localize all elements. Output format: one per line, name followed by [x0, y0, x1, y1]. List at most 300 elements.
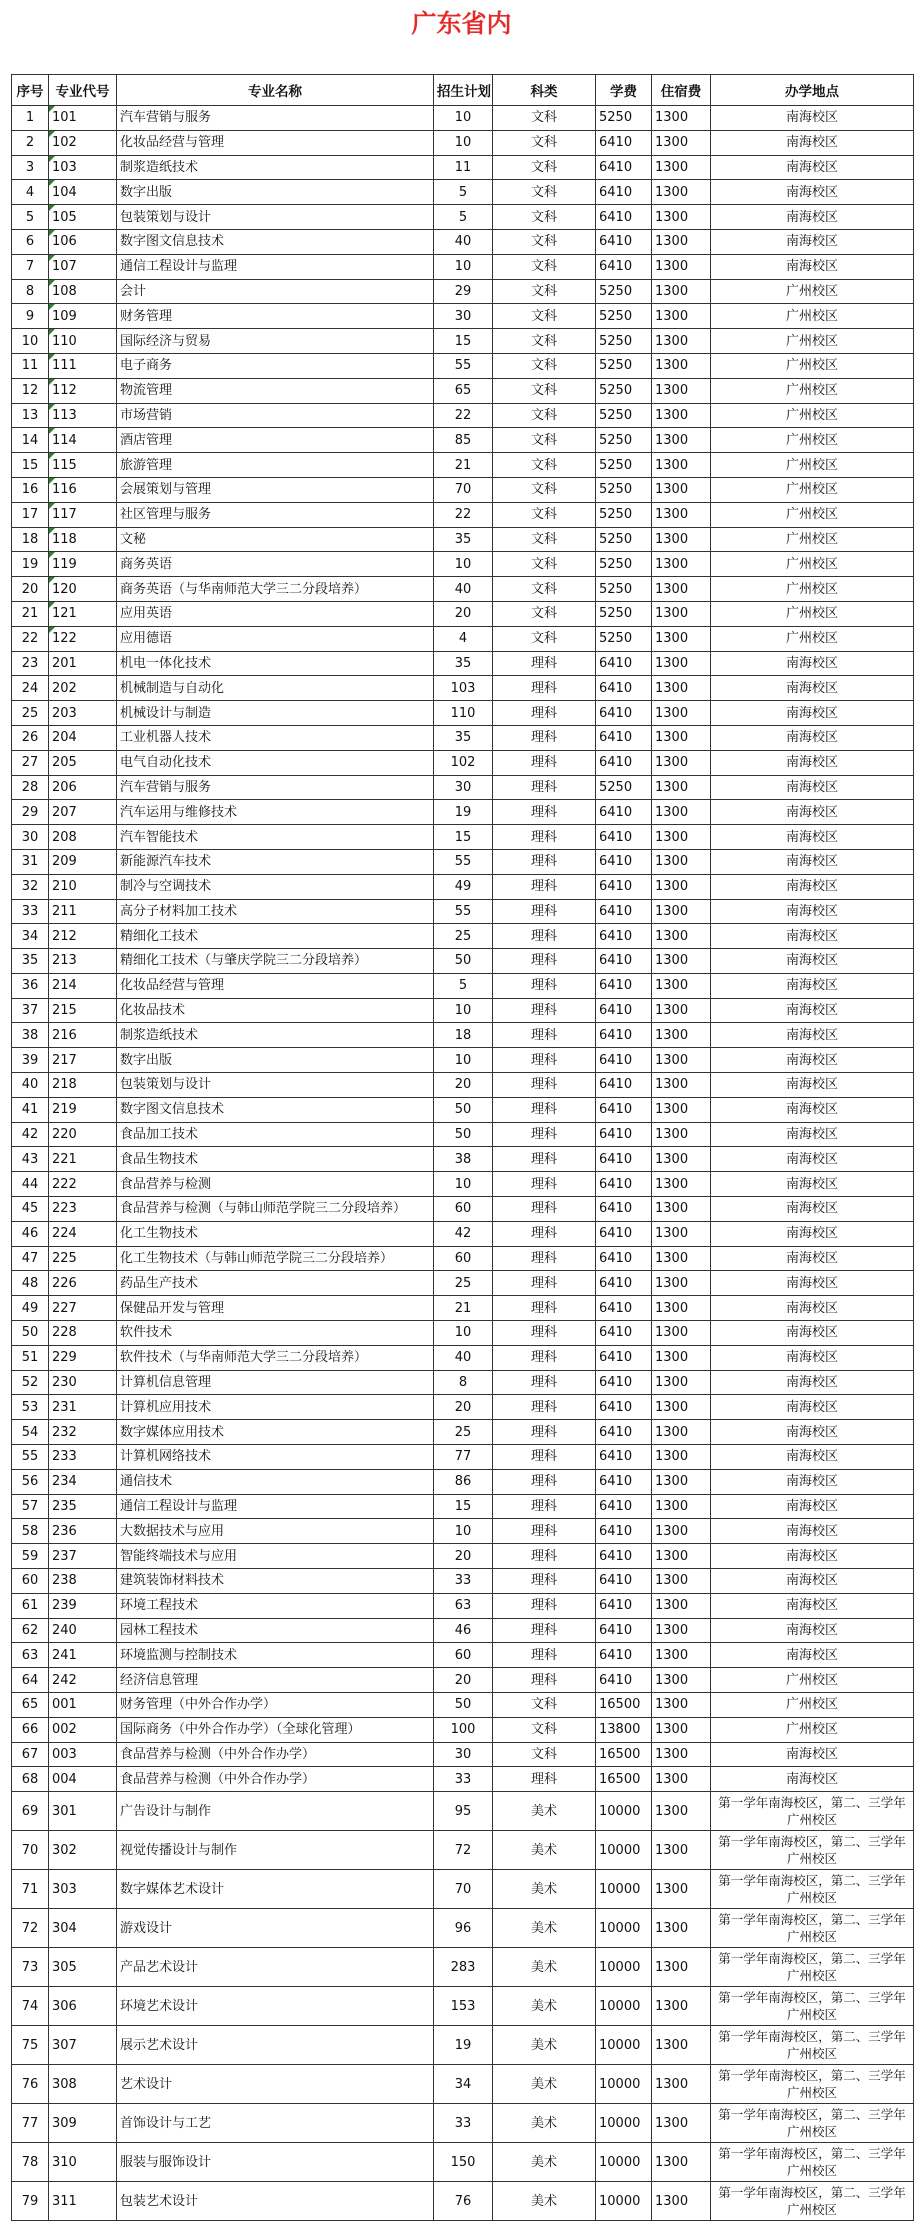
cell-accommodation-fee: 1300	[652, 2182, 711, 2221]
cell-major-code: 206	[49, 775, 117, 800]
table-row	[12, 2104, 914, 2143]
cell-subject-category: 文科	[493, 453, 596, 478]
cell-subject-category: 文科	[493, 601, 596, 626]
cell-major-name: 计算机网络技术	[117, 1445, 434, 1470]
cell-major-name: 环境工程技术	[117, 1593, 434, 1618]
cell-tuition-fee: 10000	[596, 1792, 652, 1831]
cell-text: 108	[52, 283, 77, 299]
cell-major-code	[49, 304, 117, 329]
cell-row-index: 53	[12, 1395, 49, 1420]
header-code: 专业代号	[49, 75, 117, 106]
cell-tuition-fee: 6410	[596, 1345, 652, 1370]
cell-accommodation-fee: 1300	[652, 329, 711, 354]
cell-tuition-fee: 6410	[596, 1122, 652, 1147]
cell-enroll-plan: 283	[434, 1948, 493, 1987]
cell-row-index: 65	[12, 1693, 49, 1718]
cell-accommodation-fee: 1300	[652, 1296, 711, 1321]
cell-subject-category: 文科	[493, 254, 596, 279]
cell-text: 118	[52, 531, 77, 547]
table-row	[12, 2065, 914, 2104]
cell-major-name: 商务英语（与华南师范大学三二分段培养）	[117, 577, 434, 602]
cell-major-name: 市场营销	[117, 403, 434, 428]
cell-tuition-fee: 5250	[596, 353, 652, 378]
cell-enroll-plan: 10	[434, 1048, 493, 1073]
cell-accommodation-fee: 1300	[652, 2026, 711, 2065]
cell-row-index: 3	[12, 155, 49, 180]
table-row	[12, 1987, 914, 2026]
cell-tuition-fee: 6410	[596, 973, 652, 998]
cell-major-code: 301	[49, 1792, 117, 1831]
cell-row-index: 15	[12, 453, 49, 478]
header-tuition: 学费	[596, 75, 652, 106]
comment-indicator-icon	[49, 528, 55, 534]
cell-subject-category: 文科	[493, 577, 596, 602]
cell-enroll-plan: 10	[434, 998, 493, 1023]
cell-major-code: 220	[49, 1122, 117, 1147]
cell-major-name: 化工生物技术	[117, 1221, 434, 1246]
cell-campus-location: 南海校区	[711, 130, 914, 155]
table-row	[12, 1147, 914, 1172]
cell-row-index: 13	[12, 403, 49, 428]
cell-campus-location: 南海校区	[711, 949, 914, 974]
cell-subject-category: 理科	[493, 1073, 596, 1098]
cell-campus-location: 南海校区	[711, 924, 914, 949]
cell-major-name: 精细化工技术	[117, 924, 434, 949]
cell-enroll-plan: 10	[434, 1519, 493, 1544]
cell-major-code: 307	[49, 2026, 117, 2065]
cell-subject-category: 文科	[493, 378, 596, 403]
cell-campus-location: 第一学年南海校区，第二、三学年广州校区	[711, 1987, 914, 2026]
cell-enroll-plan: 8	[434, 1370, 493, 1395]
cell-subject-category: 理科	[493, 1767, 596, 1792]
cell-text: 105	[52, 209, 77, 225]
cell-tuition-fee: 6410	[596, 1370, 652, 1395]
cell-major-code: 002	[49, 1717, 117, 1742]
cell-enroll-plan: 46	[434, 1618, 493, 1643]
cell-enroll-plan: 20	[434, 601, 493, 626]
cell-major-name: 大数据技术与应用	[117, 1519, 434, 1544]
cell-subject-category: 理科	[493, 1643, 596, 1668]
cell-text: 116	[52, 482, 77, 498]
cell-campus-location: 第一学年南海校区，第二、三学年广州校区	[711, 2026, 914, 2065]
cell-campus-location: 南海校区	[711, 775, 914, 800]
cell-major-code: 238	[49, 1569, 117, 1594]
cell-enroll-plan: 5	[434, 205, 493, 230]
cell-enroll-plan: 25	[434, 1271, 493, 1296]
table-row	[12, 1544, 914, 1569]
cell-major-name: 食品加工技术	[117, 1122, 434, 1147]
cell-enroll-plan: 40	[434, 577, 493, 602]
cell-tuition-fee: 5250	[596, 329, 652, 354]
comment-indicator-icon	[49, 428, 55, 434]
cell-campus-location: 南海校区	[711, 1395, 914, 1420]
cell-major-code: 308	[49, 2065, 117, 2104]
cell-accommodation-fee: 1300	[652, 1345, 711, 1370]
table-row	[12, 428, 914, 453]
cell-row-index: 16	[12, 477, 49, 502]
cell-campus-location: 南海校区	[711, 1296, 914, 1321]
cell-row-index: 8	[12, 279, 49, 304]
cell-tuition-fee: 6410	[596, 155, 652, 180]
cell-enroll-plan: 20	[434, 1668, 493, 1693]
cell-campus-location: 南海校区	[711, 1445, 914, 1470]
cell-major-code	[49, 453, 117, 478]
cell-row-index: 25	[12, 701, 49, 726]
cell-campus-location: 南海校区	[711, 1246, 914, 1271]
table-row	[12, 106, 914, 131]
cell-text: 107	[52, 259, 77, 275]
table-row	[12, 1469, 914, 1494]
cell-campus-location: 南海校区	[711, 1618, 914, 1643]
cell-tuition-fee: 6410	[596, 849, 652, 874]
cell-major-code	[49, 106, 117, 131]
cell-row-index: 26	[12, 725, 49, 750]
cell-row-index: 22	[12, 626, 49, 651]
cell-major-code: 236	[49, 1519, 117, 1544]
cell-subject-category: 理科	[493, 775, 596, 800]
table-row	[12, 1395, 914, 1420]
cell-tuition-fee: 6410	[596, 1469, 652, 1494]
cell-enroll-plan: 96	[434, 1909, 493, 1948]
cell-row-index: 71	[12, 1870, 49, 1909]
comment-indicator-icon	[49, 280, 55, 286]
cell-tuition-fee: 6410	[596, 130, 652, 155]
cell-row-index: 51	[12, 1345, 49, 1370]
cell-accommodation-fee: 1300	[652, 1221, 711, 1246]
cell-enroll-plan: 55	[434, 899, 493, 924]
cell-subject-category: 理科	[493, 1420, 596, 1445]
cell-major-code: 302	[49, 1831, 117, 1870]
cell-row-index: 20	[12, 577, 49, 602]
cell-row-index: 74	[12, 1987, 49, 2026]
cell-subject-category: 理科	[493, 750, 596, 775]
cell-accommodation-fee: 1300	[652, 1742, 711, 1767]
cell-row-index: 62	[12, 1618, 49, 1643]
cell-major-code: 241	[49, 1643, 117, 1668]
table-row	[12, 998, 914, 1023]
table-row	[12, 2026, 914, 2065]
cell-major-name: 会展策划与管理	[117, 477, 434, 502]
cell-subject-category: 文科	[493, 1742, 596, 1767]
page-title: 广东省内	[411, 9, 512, 38]
cell-major-name: 汽车智能技术	[117, 825, 434, 850]
cell-major-code	[49, 378, 117, 403]
cell-subject-category: 理科	[493, 825, 596, 850]
cell-text: 104	[52, 184, 77, 200]
cell-campus-location: 广州校区	[711, 601, 914, 626]
cell-row-index: 2	[12, 130, 49, 155]
cell-row-index: 54	[12, 1420, 49, 1445]
cell-accommodation-fee: 1300	[652, 973, 711, 998]
cell-tuition-fee: 5250	[596, 106, 652, 131]
cell-subject-category: 文科	[493, 527, 596, 552]
cell-row-index: 27	[12, 750, 49, 775]
cell-text: 101	[52, 110, 77, 126]
table-row	[12, 2182, 914, 2221]
cell-enroll-plan: 35	[434, 527, 493, 552]
cell-major-code: 216	[49, 1023, 117, 1048]
cell-major-code: 229	[49, 1345, 117, 1370]
cell-major-code: 218	[49, 1073, 117, 1098]
cell-subject-category: 文科	[493, 180, 596, 205]
cell-row-index: 46	[12, 1221, 49, 1246]
cell-major-code: 306	[49, 1987, 117, 2026]
cell-row-index: 18	[12, 527, 49, 552]
cell-subject-category: 理科	[493, 1296, 596, 1321]
cell-accommodation-fee: 1300	[652, 180, 711, 205]
cell-major-code: 310	[49, 2143, 117, 2182]
cell-subject-category: 理科	[493, 725, 596, 750]
cell-accommodation-fee: 1300	[652, 1073, 711, 1098]
cell-major-name: 通信工程设计与监理	[117, 1494, 434, 1519]
cell-major-name: 机械设计与制造	[117, 701, 434, 726]
cell-major-code	[49, 205, 117, 230]
cell-accommodation-fee: 1300	[652, 849, 711, 874]
cell-tuition-fee: 6410	[596, 725, 652, 750]
table-row	[12, 874, 914, 899]
cell-subject-category: 理科	[493, 1197, 596, 1222]
cell-accommodation-fee: 1300	[652, 279, 711, 304]
cell-enroll-plan: 15	[434, 329, 493, 354]
cell-major-name: 游戏设计	[117, 1909, 434, 1948]
cell-subject-category: 文科	[493, 130, 596, 155]
cell-campus-location: 广州校区	[711, 304, 914, 329]
cell-tuition-fee: 6410	[596, 1643, 652, 1668]
cell-row-index: 34	[12, 924, 49, 949]
comment-indicator-icon	[49, 478, 55, 484]
table-row	[12, 2143, 914, 2182]
cell-major-code	[49, 428, 117, 453]
cell-tuition-fee: 16500	[596, 1767, 652, 1792]
table-row	[12, 750, 914, 775]
cell-major-name: 智能终端技术与应用	[117, 1544, 434, 1569]
cell-major-code: 311	[49, 2182, 117, 2221]
cell-major-name: 制冷与空调技术	[117, 874, 434, 899]
cell-enroll-plan: 35	[434, 651, 493, 676]
cell-row-index: 64	[12, 1668, 49, 1693]
cell-enroll-plan: 10	[434, 130, 493, 155]
comment-indicator-icon	[49, 180, 55, 186]
cell-campus-location: 广州校区	[711, 1717, 914, 1742]
cell-accommodation-fee: 1300	[652, 552, 711, 577]
cell-tuition-fee: 5250	[596, 626, 652, 651]
cell-tuition-fee: 6410	[596, 825, 652, 850]
cell-subject-category: 理科	[493, 1321, 596, 1346]
cell-row-index: 14	[12, 428, 49, 453]
cell-major-code: 232	[49, 1420, 117, 1445]
cell-subject-category: 理科	[493, 849, 596, 874]
cell-campus-location: 南海校区	[711, 1420, 914, 1445]
cell-campus-location: 南海校区	[711, 874, 914, 899]
cell-campus-location: 南海校区	[711, 701, 914, 726]
cell-campus-location: 第一学年南海校区，第二、三学年广州校区	[711, 1948, 914, 1987]
cell-enroll-plan: 35	[434, 725, 493, 750]
table-row	[12, 1668, 914, 1693]
cell-enroll-plan: 50	[434, 1693, 493, 1718]
table-row	[12, 1221, 914, 1246]
cell-major-name: 建筑装饰材料技术	[117, 1569, 434, 1594]
cell-campus-location: 南海校区	[711, 1345, 914, 1370]
cell-major-code: 214	[49, 973, 117, 998]
cell-tuition-fee: 6410	[596, 1147, 652, 1172]
cell-tuition-fee: 5250	[596, 304, 652, 329]
cell-major-code	[49, 155, 117, 180]
cell-subject-category: 美术	[493, 2143, 596, 2182]
cell-row-index: 50	[12, 1321, 49, 1346]
cell-accommodation-fee: 1300	[652, 353, 711, 378]
cell-enroll-plan: 33	[434, 1569, 493, 1594]
cell-major-name: 食品生物技术	[117, 1147, 434, 1172]
cell-campus-location: 南海校区	[711, 725, 914, 750]
comment-indicator-icon	[49, 354, 55, 360]
cell-enroll-plan: 60	[434, 1246, 493, 1271]
cell-accommodation-fee: 1300	[652, 676, 711, 701]
cell-tuition-fee: 5250	[596, 378, 652, 403]
cell-major-name: 机械制造与自动化	[117, 676, 434, 701]
cell-major-code: 207	[49, 800, 117, 825]
cell-accommodation-fee: 1300	[652, 1643, 711, 1668]
cell-accommodation-fee: 1300	[652, 1097, 711, 1122]
cell-major-code	[49, 601, 117, 626]
cell-campus-location: 南海校区	[711, 1569, 914, 1594]
comment-indicator-icon	[49, 131, 55, 137]
cell-tuition-fee: 5250	[596, 527, 652, 552]
cell-major-name: 财务管理（中外合作办学）	[117, 1693, 434, 1718]
cell-enroll-plan: 60	[434, 1643, 493, 1668]
cell-campus-location: 南海校区	[711, 1643, 914, 1668]
cell-accommodation-fee: 1300	[652, 626, 711, 651]
cell-row-index: 70	[12, 1831, 49, 1870]
cell-text: 115	[52, 457, 77, 473]
cell-enroll-plan: 50	[434, 1122, 493, 1147]
cell-accommodation-fee: 1300	[652, 2065, 711, 2104]
cell-major-name: 文秘	[117, 527, 434, 552]
cell-tuition-fee: 10000	[596, 1909, 652, 1948]
cell-row-index: 39	[12, 1048, 49, 1073]
table-row	[12, 1073, 914, 1098]
cell-row-index: 59	[12, 1544, 49, 1569]
cell-tuition-fee: 5250	[596, 577, 652, 602]
cell-accommodation-fee: 1300	[652, 155, 711, 180]
cell-tuition-fee: 6410	[596, 1221, 652, 1246]
cell-text: 102	[52, 135, 77, 151]
cell-accommodation-fee: 1300	[652, 502, 711, 527]
cell-enroll-plan: 40	[434, 1345, 493, 1370]
table-row	[12, 1420, 914, 1445]
cell-accommodation-fee: 1300	[652, 1569, 711, 1594]
cell-tuition-fee: 16500	[596, 1742, 652, 1767]
cell-row-index: 61	[12, 1593, 49, 1618]
cell-major-name: 包装策划与设计	[117, 205, 434, 230]
table-row	[12, 1909, 914, 1948]
cell-campus-location: 南海校区	[711, 800, 914, 825]
cell-tuition-fee: 6410	[596, 800, 652, 825]
cell-major-code: 303	[49, 1870, 117, 1909]
cell-text: 117	[52, 507, 77, 523]
table-row	[12, 1593, 914, 1618]
cell-tuition-fee: 6410	[596, 651, 652, 676]
table-row	[12, 477, 914, 502]
cell-subject-category: 理科	[493, 973, 596, 998]
cell-major-name: 财务管理	[117, 304, 434, 329]
cell-major-name: 环境监测与控制技术	[117, 1643, 434, 1668]
cell-enroll-plan: 50	[434, 949, 493, 974]
cell-tuition-fee: 6410	[596, 1172, 652, 1197]
cell-subject-category: 理科	[493, 899, 596, 924]
cell-campus-location: 南海校区	[711, 1271, 914, 1296]
cell-major-code: 211	[49, 899, 117, 924]
cell-row-index: 79	[12, 2182, 49, 2221]
cell-accommodation-fee: 1300	[652, 1593, 711, 1618]
cell-campus-location: 南海校区	[711, 1073, 914, 1098]
cell-campus-location: 南海校区	[711, 1519, 914, 1544]
cell-subject-category: 理科	[493, 1370, 596, 1395]
table-row	[12, 1296, 914, 1321]
comment-indicator-icon	[49, 404, 55, 410]
cell-row-index: 40	[12, 1073, 49, 1098]
cell-enroll-plan: 11	[434, 155, 493, 180]
cell-accommodation-fee: 1300	[652, 949, 711, 974]
cell-enroll-plan: 77	[434, 1445, 493, 1470]
cell-major-code: 223	[49, 1197, 117, 1222]
cell-tuition-fee: 6410	[596, 1494, 652, 1519]
cell-tuition-fee: 6410	[596, 1197, 652, 1222]
cell-subject-category: 理科	[493, 1668, 596, 1693]
cell-row-index: 37	[12, 998, 49, 1023]
cell-major-code	[49, 477, 117, 502]
cell-major-name: 汽车运用与维修技术	[117, 800, 434, 825]
cell-major-code: 215	[49, 998, 117, 1023]
cell-accommodation-fee: 1300	[652, 1909, 711, 1948]
table-row	[12, 725, 914, 750]
table-row	[12, 849, 914, 874]
cell-subject-category: 理科	[493, 1494, 596, 1519]
cell-major-name: 保健品开发与管理	[117, 1296, 434, 1321]
comment-indicator-icon	[49, 329, 55, 335]
cell-accommodation-fee: 1300	[652, 998, 711, 1023]
cell-major-name: 工业机器人技术	[117, 725, 434, 750]
cell-enroll-plan: 63	[434, 1593, 493, 1618]
table-row	[12, 1870, 914, 1909]
cell-major-name: 物流管理	[117, 378, 434, 403]
table-row	[12, 279, 914, 304]
cell-enroll-plan: 21	[434, 453, 493, 478]
cell-text: 103	[52, 159, 77, 175]
cell-campus-location: 广州校区	[711, 527, 914, 552]
cell-row-index: 68	[12, 1767, 49, 1792]
cell-subject-category: 理科	[493, 651, 596, 676]
cell-row-index: 21	[12, 601, 49, 626]
cell-accommodation-fee: 1300	[652, 1544, 711, 1569]
cell-subject-category: 理科	[493, 1097, 596, 1122]
cell-row-index: 57	[12, 1494, 49, 1519]
cell-text: 119	[52, 556, 77, 572]
cell-tuition-fee: 16500	[596, 1693, 652, 1718]
table-row	[12, 1271, 914, 1296]
cell-subject-category: 文科	[493, 1693, 596, 1718]
cell-accommodation-fee: 1300	[652, 1668, 711, 1693]
cell-tuition-fee: 6410	[596, 1097, 652, 1122]
cell-row-index: 69	[12, 1792, 49, 1831]
cell-tuition-fee: 6410	[596, 1296, 652, 1321]
cell-major-name: 电子商务	[117, 353, 434, 378]
cell-enroll-plan: 60	[434, 1197, 493, 1222]
comment-indicator-icon	[49, 627, 55, 633]
table-row	[12, 1742, 914, 1767]
cell-enroll-plan: 34	[434, 2065, 493, 2104]
cell-enroll-plan: 50	[434, 1097, 493, 1122]
cell-text: 106	[52, 234, 77, 250]
